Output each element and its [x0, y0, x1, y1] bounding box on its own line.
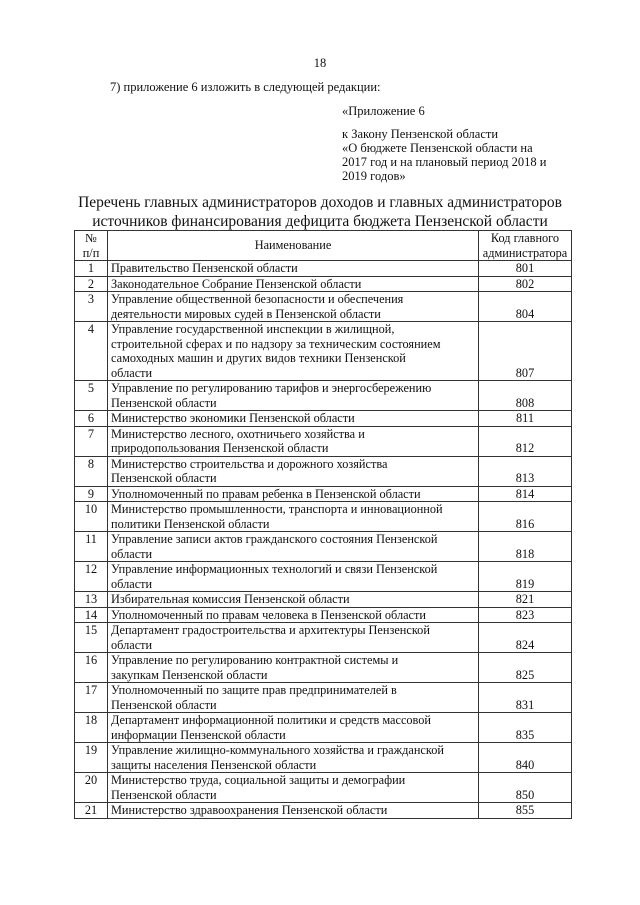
table-row [75, 773, 572, 803]
table-row [75, 743, 572, 773]
administrator-name [108, 502, 479, 532]
table-row [75, 456, 572, 486]
table-row [75, 653, 572, 683]
name-line: Министерство лесного, охотничьего хозяйства и [111, 426, 365, 441]
table-row [75, 592, 572, 608]
row-number: 16 [75, 653, 108, 683]
administrator-name [108, 713, 479, 743]
heading-line: источников финансирования дефицита бюджета Пензенской области [92, 213, 548, 230]
header-line: администратора [482, 245, 568, 260]
row-number: 21 [75, 803, 108, 819]
name-line: политики Пензенской области [111, 516, 270, 531]
row-number: 1 [75, 261, 108, 277]
name-line: Министерство промышленности, транспорта и инновационной [111, 502, 443, 516]
administrator-code: 808 [479, 381, 572, 411]
administrator-name [108, 623, 479, 653]
name-line: строительной сферах и по надзору за техническим состоянием [111, 336, 441, 351]
appendix-ref-line: 2019 годов» [342, 169, 406, 183]
name-line: области [111, 637, 153, 652]
column-header-number [75, 231, 108, 261]
row-number: 12 [75, 562, 108, 592]
row-number: 14 [75, 607, 108, 623]
administrator-name [108, 773, 479, 803]
administrator-code: 802 [479, 276, 572, 292]
name-line: Законодательное Собрание Пензенской области [111, 276, 362, 291]
administrator-name [108, 683, 479, 713]
table-row [75, 261, 572, 277]
appendix-reference [342, 127, 582, 183]
row-number: 20 [75, 773, 108, 803]
administrator-code: 825 [479, 653, 572, 683]
table-row [75, 532, 572, 562]
table-row [75, 426, 572, 456]
table-row [75, 623, 572, 653]
name-line: Пензенской области [111, 697, 217, 712]
administrator-code: 807 [479, 322, 572, 381]
table-row [75, 683, 572, 713]
header-line: п/п [82, 245, 100, 260]
row-number: 11 [75, 532, 108, 562]
name-line: Департамент градостроительства и архитектуры Пензенской [111, 623, 430, 637]
name-line: Управление государственной инспекции в жилищной, [111, 322, 395, 336]
document-heading [0, 193, 640, 231]
administrator-code: 811 [479, 411, 572, 427]
table-row [75, 502, 572, 532]
table-row [75, 803, 572, 819]
name-line: Пензенской области [111, 787, 217, 802]
table-row [75, 486, 572, 502]
name-line: области [111, 365, 153, 380]
name-line: Управление по регулированию тарифов и энергосбережению [111, 381, 432, 395]
row-number: 3 [75, 292, 108, 322]
heading-line: Перечень главных администраторов доходов и главных администраторов [78, 194, 562, 211]
administrator-name [108, 381, 479, 411]
table-row [75, 381, 572, 411]
name-line: Министерство строительства и дорожного хозяйства [111, 456, 388, 471]
name-line: закупкам Пензенской области [111, 667, 268, 682]
row-number: 18 [75, 713, 108, 743]
administrator-code: 804 [479, 292, 572, 322]
administrator-name [108, 411, 479, 427]
administrator-name [108, 261, 479, 277]
name-line: Управление по регулированию контрактной системы и [111, 653, 399, 667]
administrator-code: 823 [479, 607, 572, 623]
administrator-code: 821 [479, 592, 572, 608]
administrator-name [108, 592, 479, 608]
administrator-code: 850 [479, 773, 572, 803]
name-line: Министерство здравоохранения Пензенской области [111, 803, 388, 817]
name-line: Управление жилищно-коммунального хозяйства и гражданской [111, 743, 444, 757]
name-line: Управление общественной безопасности и обеспечения [111, 292, 404, 306]
administrator-code: 816 [479, 502, 572, 532]
name-line: Пензенской области [111, 395, 217, 410]
name-line: Уполномоченный по защите прав предпринимателей в [111, 683, 397, 697]
name-line: самоходных машин и других видов техники Пензенской [111, 351, 406, 365]
name-line: области [111, 576, 153, 591]
appendix-ref-line: 2017 год и на плановый период 2018 и [342, 155, 547, 169]
appendix-title: «Приложение 6 [342, 104, 425, 118]
name-line: защиты населения Пензенской области [111, 757, 317, 772]
name-line: Пензенской области [111, 471, 217, 485]
name-line: информации Пензенской области [111, 727, 286, 742]
table-header-row [75, 231, 572, 261]
administrator-name [108, 803, 479, 819]
administrator-code: 855 [479, 803, 572, 819]
administrator-name [108, 486, 479, 502]
column-header-code [479, 231, 572, 261]
row-number: 19 [75, 743, 108, 773]
table-row [75, 713, 572, 743]
header-line: № [85, 231, 97, 245]
row-number: 8 [75, 456, 108, 486]
row-number: 9 [75, 486, 108, 502]
administrator-name [108, 292, 479, 322]
administrator-name [108, 456, 479, 486]
name-line: Департамент информационной политики и средств массовой [111, 713, 432, 727]
administrator-code: 812 [479, 426, 572, 456]
row-number: 10 [75, 502, 108, 532]
name-line: Уполномоченный по правам ребенка в Пензенской области [111, 486, 421, 501]
row-number: 13 [75, 592, 108, 608]
header-line: Код главного [490, 231, 560, 245]
row-number: 2 [75, 276, 108, 292]
appendix-ref-line: «О бюджете Пензенской области на [342, 141, 533, 155]
table-row [75, 322, 572, 381]
administrator-code: 840 [479, 743, 572, 773]
administrators-table [74, 230, 572, 819]
table-row [75, 276, 572, 292]
name-line: Управление информационных технологий и связи Пензенской [111, 562, 438, 576]
administrator-code: 801 [479, 261, 572, 277]
name-line: Управление записи актов гражданского состояния Пензенской [111, 532, 438, 546]
page-number: 18 [313, 56, 327, 70]
row-number: 7 [75, 426, 108, 456]
name-line: деятельности мировых судей в Пензенской области [111, 306, 381, 321]
row-number: 17 [75, 683, 108, 713]
appendix-ref-line: к Закону Пензенской области [342, 127, 499, 141]
administrator-name [108, 562, 479, 592]
column-header-name: Наименование [108, 231, 479, 261]
administrator-name [108, 607, 479, 623]
administrator-code: 818 [479, 532, 572, 562]
table-row [75, 411, 572, 427]
administrator-code: 813 [479, 456, 572, 486]
table-body [75, 261, 572, 819]
administrator-name [108, 743, 479, 773]
name-line: Министерство труда, социальной защиты и демографии [111, 773, 406, 787]
administrator-code: 814 [479, 486, 572, 502]
name-line: Избирательная комиссия Пензенской области [111, 592, 350, 606]
administrator-name [108, 426, 479, 456]
table-row [75, 292, 572, 322]
table-row [75, 562, 572, 592]
administrator-name [108, 532, 479, 562]
administrator-code: 819 [479, 562, 572, 592]
name-line: природопользования Пензенской области [111, 441, 329, 455]
row-number: 15 [75, 623, 108, 653]
intro-text: 7) приложение 6 изложить в следующей редакции: [110, 80, 381, 94]
row-number: 5 [75, 381, 108, 411]
name-line: области [111, 546, 153, 561]
name-line: Министерство экономики Пензенской области [111, 411, 355, 425]
row-number: 4 [75, 322, 108, 381]
administrator-name [108, 653, 479, 683]
name-line: Правительство Пензенской области [111, 261, 298, 275]
administrator-name [108, 276, 479, 292]
administrator-code: 835 [479, 713, 572, 743]
table-row [75, 607, 572, 623]
name-line: Уполномоченный по правам человека в Пензенской области [111, 607, 426, 622]
row-number: 6 [75, 411, 108, 427]
administrator-code: 831 [479, 683, 572, 713]
administrator-code: 824 [479, 623, 572, 653]
administrator-name [108, 322, 479, 381]
